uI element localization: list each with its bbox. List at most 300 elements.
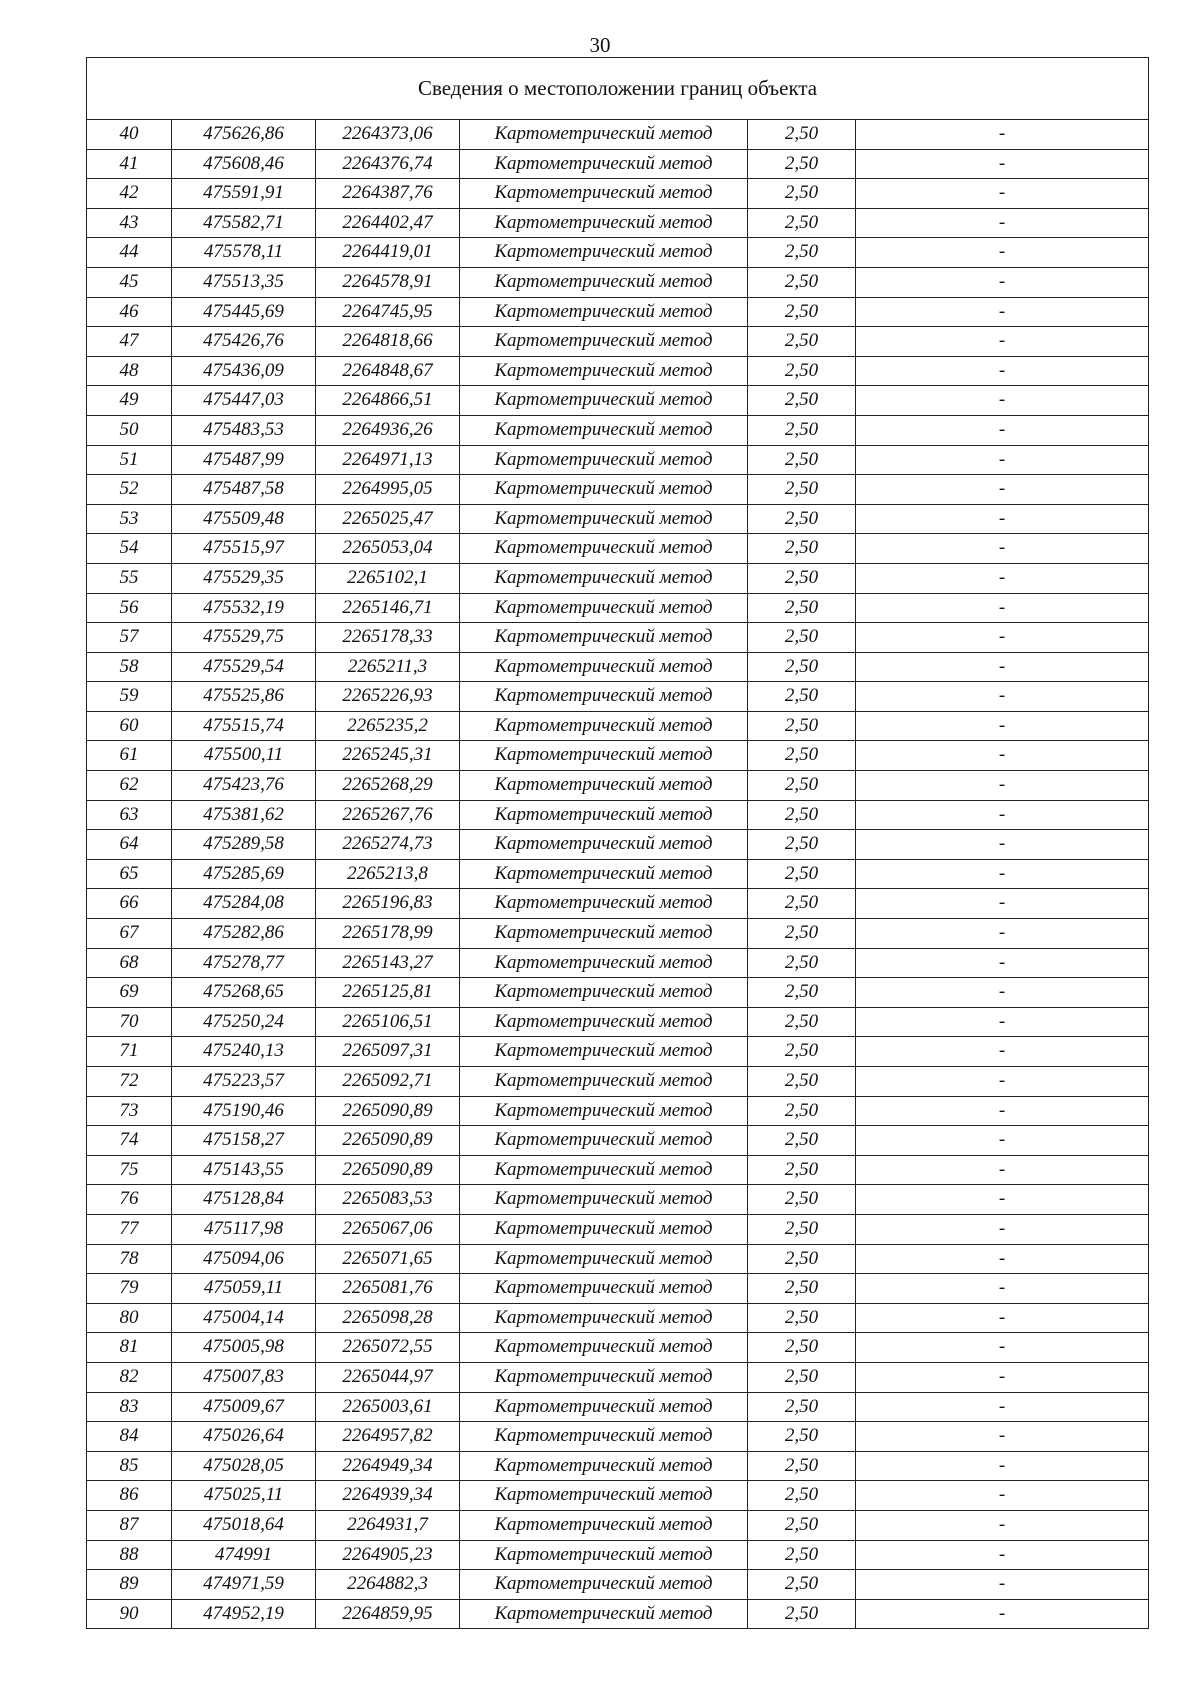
y-coordinate-cell: 2265098,28	[316, 1303, 460, 1333]
x-coordinate-cell: 475423,76	[172, 771, 316, 801]
accuracy-cell: 2,50	[748, 623, 856, 653]
method-cell: Картометрический метод	[460, 1007, 748, 1037]
method-cell: Картометрический метод	[460, 682, 748, 712]
x-coordinate-cell: 475529,54	[172, 652, 316, 682]
table-row	[87, 919, 1149, 949]
description-cell: -	[856, 179, 1149, 209]
y-coordinate-cell: 2265097,31	[316, 1037, 460, 1067]
description-cell: -	[856, 1303, 1149, 1333]
point-number-cell: 73	[87, 1096, 172, 1126]
x-coordinate-cell: 475143,55	[172, 1155, 316, 1185]
y-coordinate-cell: 2265025,47	[316, 504, 460, 534]
accuracy-cell: 2,50	[748, 771, 856, 801]
x-coordinate-cell: 475289,58	[172, 830, 316, 860]
description-cell: -	[856, 1481, 1149, 1511]
table-row	[87, 1540, 1149, 1570]
accuracy-cell: 2,50	[748, 504, 856, 534]
description-cell: -	[856, 1037, 1149, 1067]
table-row	[87, 1362, 1149, 1392]
method-cell: Картометрический метод	[460, 800, 748, 830]
description-cell: -	[856, 1333, 1149, 1363]
table-row	[87, 1126, 1149, 1156]
method-cell: Картометрический метод	[460, 356, 748, 386]
table-row	[87, 504, 1149, 534]
method-cell: Картометрический метод	[460, 889, 748, 919]
accuracy-cell: 2,50	[748, 1481, 856, 1511]
x-coordinate-cell: 475026,64	[172, 1422, 316, 1452]
description-cell: -	[856, 149, 1149, 179]
table-row	[87, 1244, 1149, 1274]
x-coordinate-cell: 475284,08	[172, 889, 316, 919]
description-cell: -	[856, 208, 1149, 238]
method-cell: Картометрический метод	[460, 149, 748, 179]
table-row	[87, 1481, 1149, 1511]
description-cell: -	[856, 771, 1149, 801]
point-number-cell: 40	[87, 120, 172, 150]
y-coordinate-cell: 2264373,06	[316, 120, 460, 150]
accuracy-cell: 2,50	[748, 1037, 856, 1067]
table-row	[87, 534, 1149, 564]
description-cell: -	[856, 593, 1149, 623]
x-coordinate-cell: 475059,11	[172, 1274, 316, 1304]
method-cell: Картометрический метод	[460, 1096, 748, 1126]
method-cell: Картометрический метод	[460, 1362, 748, 1392]
y-coordinate-cell: 2264402,47	[316, 208, 460, 238]
y-coordinate-cell: 2265178,33	[316, 623, 460, 653]
description-cell: -	[856, 1451, 1149, 1481]
method-cell: Картометрический метод	[460, 1155, 748, 1185]
accuracy-cell: 2,50	[748, 1599, 856, 1629]
y-coordinate-cell: 2264376,74	[316, 149, 460, 179]
description-cell: -	[856, 1126, 1149, 1156]
x-coordinate-cell: 475525,86	[172, 682, 316, 712]
table-row	[87, 238, 1149, 268]
method-cell: Картометрический метод	[460, 1333, 748, 1363]
description-cell: -	[856, 711, 1149, 741]
method-cell: Картометрический метод	[460, 771, 748, 801]
x-coordinate-cell: 474971,59	[172, 1570, 316, 1600]
method-cell: Картометрический метод	[460, 297, 748, 327]
method-cell: Картометрический метод	[460, 830, 748, 860]
description-cell: -	[856, 1155, 1149, 1185]
description-cell: -	[856, 504, 1149, 534]
method-cell: Картометрический метод	[460, 1214, 748, 1244]
table-row	[87, 120, 1149, 150]
y-coordinate-cell: 2265053,04	[316, 534, 460, 564]
description-cell: -	[856, 1274, 1149, 1304]
table-row	[87, 445, 1149, 475]
y-coordinate-cell: 2265245,31	[316, 741, 460, 771]
accuracy-cell: 2,50	[748, 1155, 856, 1185]
table-row	[87, 889, 1149, 919]
accuracy-cell: 2,50	[748, 445, 856, 475]
x-coordinate-cell: 475487,58	[172, 475, 316, 505]
table-row	[87, 771, 1149, 801]
accuracy-cell: 2,50	[748, 534, 856, 564]
method-cell: Картометрический метод	[460, 563, 748, 593]
accuracy-cell: 2,50	[748, 1333, 856, 1363]
table-row	[87, 1510, 1149, 1540]
y-coordinate-cell: 2265125,81	[316, 978, 460, 1008]
y-coordinate-cell: 2265072,55	[316, 1333, 460, 1363]
page-number: 30	[589, 33, 611, 57]
method-cell: Картометрический метод	[460, 711, 748, 741]
point-number-cell: 59	[87, 682, 172, 712]
x-coordinate-cell: 475009,67	[172, 1392, 316, 1422]
method-cell: Картометрический метод	[460, 623, 748, 653]
method-cell: Картометрический метод	[460, 179, 748, 209]
point-number-cell: 47	[87, 327, 172, 357]
description-cell: -	[856, 623, 1149, 653]
table-row	[87, 1274, 1149, 1304]
point-number-cell: 50	[87, 415, 172, 445]
x-coordinate-cell: 475529,35	[172, 563, 316, 593]
description-cell: -	[856, 682, 1149, 712]
table-row	[87, 149, 1149, 179]
accuracy-cell: 2,50	[748, 563, 856, 593]
y-coordinate-cell: 2264419,01	[316, 238, 460, 268]
y-coordinate-cell: 2265267,76	[316, 800, 460, 830]
y-coordinate-cell: 2264939,34	[316, 1481, 460, 1511]
table-row	[87, 800, 1149, 830]
description-cell: -	[856, 919, 1149, 949]
point-number-cell: 71	[87, 1037, 172, 1067]
point-number-cell: 52	[87, 475, 172, 505]
x-coordinate-cell: 475608,46	[172, 149, 316, 179]
method-cell: Картометрический метод	[460, 1510, 748, 1540]
point-number-cell: 67	[87, 919, 172, 949]
description-cell: -	[856, 445, 1149, 475]
table-row	[87, 741, 1149, 771]
table-row	[87, 267, 1149, 297]
accuracy-cell: 2,50	[748, 238, 856, 268]
accuracy-cell: 2,50	[748, 830, 856, 860]
point-number-cell: 56	[87, 593, 172, 623]
point-number-cell: 90	[87, 1599, 172, 1629]
y-coordinate-cell: 2265106,51	[316, 1007, 460, 1037]
point-number-cell: 83	[87, 1392, 172, 1422]
accuracy-cell: 2,50	[748, 1422, 856, 1452]
table-row	[87, 711, 1149, 741]
y-coordinate-cell: 2265213,8	[316, 859, 460, 889]
x-coordinate-cell: 475240,13	[172, 1037, 316, 1067]
description-cell: -	[856, 1096, 1149, 1126]
description-cell: -	[856, 1422, 1149, 1452]
accuracy-cell: 2,50	[748, 1510, 856, 1540]
method-cell: Картометрический метод	[460, 475, 748, 505]
point-number-cell: 60	[87, 711, 172, 741]
point-number-cell: 58	[87, 652, 172, 682]
table-row	[87, 1303, 1149, 1333]
description-cell: -	[856, 1007, 1149, 1037]
point-number-cell: 57	[87, 623, 172, 653]
description-cell: -	[856, 652, 1149, 682]
method-cell: Картометрический метод	[460, 415, 748, 445]
accuracy-cell: 2,50	[748, 948, 856, 978]
x-coordinate-cell: 475018,64	[172, 1510, 316, 1540]
table-row	[87, 859, 1149, 889]
method-cell: Картометрический метод	[460, 978, 748, 1008]
point-number-cell: 65	[87, 859, 172, 889]
description-cell: -	[856, 1570, 1149, 1600]
x-coordinate-cell: 475117,98	[172, 1214, 316, 1244]
y-coordinate-cell: 2265226,93	[316, 682, 460, 712]
y-coordinate-cell: 2265268,29	[316, 771, 460, 801]
x-coordinate-cell: 475004,14	[172, 1303, 316, 1333]
point-number-cell: 43	[87, 208, 172, 238]
method-cell: Картометрический метод	[460, 1540, 748, 1570]
accuracy-cell: 2,50	[748, 386, 856, 416]
table-row	[87, 1570, 1149, 1600]
x-coordinate-cell: 475223,57	[172, 1067, 316, 1097]
method-cell: Картометрический метод	[460, 1274, 748, 1304]
table-row	[87, 386, 1149, 416]
description-cell: -	[856, 563, 1149, 593]
point-number-cell: 81	[87, 1333, 172, 1363]
y-coordinate-cell: 2265044,97	[316, 1362, 460, 1392]
point-number-cell: 79	[87, 1274, 172, 1304]
method-cell: Картометрический метод	[460, 386, 748, 416]
table-row	[87, 1333, 1149, 1363]
table-row	[87, 830, 1149, 860]
y-coordinate-cell: 2264818,66	[316, 327, 460, 357]
x-coordinate-cell: 475529,75	[172, 623, 316, 653]
accuracy-cell: 2,50	[748, 327, 856, 357]
x-coordinate-cell: 475007,83	[172, 1362, 316, 1392]
method-cell: Картометрический метод	[460, 859, 748, 889]
method-cell: Картометрический метод	[460, 504, 748, 534]
x-coordinate-cell: 475128,84	[172, 1185, 316, 1215]
method-cell: Картометрический метод	[460, 1037, 748, 1067]
x-coordinate-cell: 475436,09	[172, 356, 316, 386]
table-row	[87, 563, 1149, 593]
accuracy-cell: 2,50	[748, 682, 856, 712]
x-coordinate-cell: 475591,91	[172, 179, 316, 209]
point-number-cell: 88	[87, 1540, 172, 1570]
point-number-cell: 63	[87, 800, 172, 830]
y-coordinate-cell: 2265083,53	[316, 1185, 460, 1215]
description-cell: -	[856, 415, 1149, 445]
point-number-cell: 51	[87, 445, 172, 475]
x-coordinate-cell: 475500,11	[172, 741, 316, 771]
table-row	[87, 948, 1149, 978]
table-row	[87, 356, 1149, 386]
method-cell: Картометрический метод	[460, 741, 748, 771]
point-number-cell: 41	[87, 149, 172, 179]
y-coordinate-cell: 2265003,61	[316, 1392, 460, 1422]
y-coordinate-cell: 2265102,1	[316, 563, 460, 593]
accuracy-cell: 2,50	[748, 356, 856, 386]
x-coordinate-cell: 475513,35	[172, 267, 316, 297]
table-row	[87, 327, 1149, 357]
point-number-cell: 82	[87, 1362, 172, 1392]
accuracy-cell: 2,50	[748, 1244, 856, 1274]
method-cell: Картометрический метод	[460, 919, 748, 949]
accuracy-cell: 2,50	[748, 1451, 856, 1481]
x-coordinate-cell: 475190,46	[172, 1096, 316, 1126]
y-coordinate-cell: 2265071,65	[316, 1244, 460, 1274]
point-number-cell: 85	[87, 1451, 172, 1481]
accuracy-cell: 2,50	[748, 208, 856, 238]
point-number-cell: 66	[87, 889, 172, 919]
accuracy-cell: 2,50	[748, 1570, 856, 1600]
table-row	[87, 1067, 1149, 1097]
description-cell: -	[856, 889, 1149, 919]
x-coordinate-cell: 474952,19	[172, 1599, 316, 1629]
accuracy-cell: 2,50	[748, 711, 856, 741]
table-row	[87, 1037, 1149, 1067]
method-cell: Картометрический метод	[460, 1185, 748, 1215]
accuracy-cell: 2,50	[748, 919, 856, 949]
y-coordinate-cell: 2265274,73	[316, 830, 460, 860]
y-coordinate-cell: 2265090,89	[316, 1155, 460, 1185]
x-coordinate-cell: 475487,99	[172, 445, 316, 475]
y-coordinate-cell: 2264995,05	[316, 475, 460, 505]
y-coordinate-cell: 2265090,89	[316, 1096, 460, 1126]
description-cell: -	[856, 267, 1149, 297]
point-number-cell: 68	[87, 948, 172, 978]
method-cell: Картометрический метод	[460, 593, 748, 623]
x-coordinate-cell: 475278,77	[172, 948, 316, 978]
point-number-cell: 80	[87, 1303, 172, 1333]
table-row	[87, 1392, 1149, 1422]
description-cell: -	[856, 800, 1149, 830]
method-cell: Картометрический метод	[460, 327, 748, 357]
point-number-cell: 78	[87, 1244, 172, 1274]
accuracy-cell: 2,50	[748, 1096, 856, 1126]
accuracy-cell: 2,50	[748, 1007, 856, 1037]
boundary-coordinates-table	[86, 57, 1149, 1629]
point-number-cell: 84	[87, 1422, 172, 1452]
method-cell: Картометрический метод	[460, 1599, 748, 1629]
table-row	[87, 1422, 1149, 1452]
description-cell: -	[856, 1067, 1149, 1097]
y-coordinate-cell: 2265143,27	[316, 948, 460, 978]
description-cell: -	[856, 1510, 1149, 1540]
y-coordinate-cell: 2264882,3	[316, 1570, 460, 1600]
description-cell: -	[856, 297, 1149, 327]
description-cell: -	[856, 1214, 1149, 1244]
y-coordinate-cell: 2265146,71	[316, 593, 460, 623]
x-coordinate-cell: 475626,86	[172, 120, 316, 150]
x-coordinate-cell: 475094,06	[172, 1244, 316, 1274]
y-coordinate-cell: 2265235,2	[316, 711, 460, 741]
description-cell: -	[856, 1599, 1149, 1629]
table-row	[87, 1599, 1149, 1629]
x-coordinate-cell: 475250,24	[172, 1007, 316, 1037]
y-coordinate-cell: 2264859,95	[316, 1599, 460, 1629]
y-coordinate-cell: 2264936,26	[316, 415, 460, 445]
method-cell: Картометрический метод	[460, 120, 748, 150]
table-row	[87, 475, 1149, 505]
description-cell: -	[856, 1392, 1149, 1422]
accuracy-cell: 2,50	[748, 1362, 856, 1392]
accuracy-cell: 2,50	[748, 1185, 856, 1215]
description-cell: -	[856, 978, 1149, 1008]
accuracy-cell: 2,50	[748, 1126, 856, 1156]
y-coordinate-cell: 2264931,7	[316, 1510, 460, 1540]
accuracy-cell: 2,50	[748, 859, 856, 889]
description-cell: -	[856, 741, 1149, 771]
description-cell: -	[856, 948, 1149, 978]
y-coordinate-cell: 2264949,34	[316, 1451, 460, 1481]
x-coordinate-cell: 475483,53	[172, 415, 316, 445]
table-body	[87, 120, 1149, 1629]
x-coordinate-cell: 474991	[172, 1540, 316, 1570]
point-number-cell: 70	[87, 1007, 172, 1037]
point-number-cell: 42	[87, 179, 172, 209]
description-cell: -	[856, 475, 1149, 505]
description-cell: -	[856, 238, 1149, 268]
method-cell: Картометрический метод	[460, 1570, 748, 1600]
method-cell: Картометрический метод	[460, 445, 748, 475]
x-coordinate-cell: 475582,71	[172, 208, 316, 238]
accuracy-cell: 2,50	[748, 593, 856, 623]
x-coordinate-cell: 475447,03	[172, 386, 316, 416]
accuracy-cell: 2,50	[748, 1214, 856, 1244]
table-row	[87, 208, 1149, 238]
table-row	[87, 1007, 1149, 1037]
description-cell: -	[856, 386, 1149, 416]
method-cell: Картометрический метод	[460, 1422, 748, 1452]
y-coordinate-cell: 2264745,95	[316, 297, 460, 327]
accuracy-cell: 2,50	[748, 297, 856, 327]
y-coordinate-cell: 2264866,51	[316, 386, 460, 416]
x-coordinate-cell: 475515,97	[172, 534, 316, 564]
accuracy-cell: 2,50	[748, 800, 856, 830]
method-cell: Картометрический метод	[460, 1244, 748, 1274]
y-coordinate-cell: 2265092,71	[316, 1067, 460, 1097]
description-cell: -	[856, 859, 1149, 889]
point-number-cell: 89	[87, 1570, 172, 1600]
table-row	[87, 1214, 1149, 1244]
point-number-cell: 86	[87, 1481, 172, 1511]
point-number-cell: 76	[87, 1185, 172, 1215]
y-coordinate-cell: 2265090,89	[316, 1126, 460, 1156]
table-row	[87, 1096, 1149, 1126]
description-cell: -	[856, 1540, 1149, 1570]
point-number-cell: 62	[87, 771, 172, 801]
description-cell: -	[856, 1185, 1149, 1215]
method-cell: Картометрический метод	[460, 1392, 748, 1422]
description-cell: -	[856, 534, 1149, 564]
table-row	[87, 623, 1149, 653]
description-cell: -	[856, 356, 1149, 386]
table-row	[87, 297, 1149, 327]
accuracy-cell: 2,50	[748, 267, 856, 297]
description-cell: -	[856, 830, 1149, 860]
point-number-cell: 54	[87, 534, 172, 564]
x-coordinate-cell: 475381,62	[172, 800, 316, 830]
point-number-cell: 69	[87, 978, 172, 1008]
x-coordinate-cell: 475282,86	[172, 919, 316, 949]
point-number-cell: 46	[87, 297, 172, 327]
x-coordinate-cell: 475532,19	[172, 593, 316, 623]
y-coordinate-cell: 2265081,76	[316, 1274, 460, 1304]
x-coordinate-cell: 475268,65	[172, 978, 316, 1008]
accuracy-cell: 2,50	[748, 889, 856, 919]
table-row	[87, 1451, 1149, 1481]
point-number-cell: 44	[87, 238, 172, 268]
table-row	[87, 179, 1149, 209]
accuracy-cell: 2,50	[748, 1303, 856, 1333]
method-cell: Картометрический метод	[460, 238, 748, 268]
y-coordinate-cell: 2264971,13	[316, 445, 460, 475]
description-cell: -	[856, 327, 1149, 357]
y-coordinate-cell: 2264957,82	[316, 1422, 460, 1452]
point-number-cell: 74	[87, 1126, 172, 1156]
x-coordinate-cell: 475158,27	[172, 1126, 316, 1156]
